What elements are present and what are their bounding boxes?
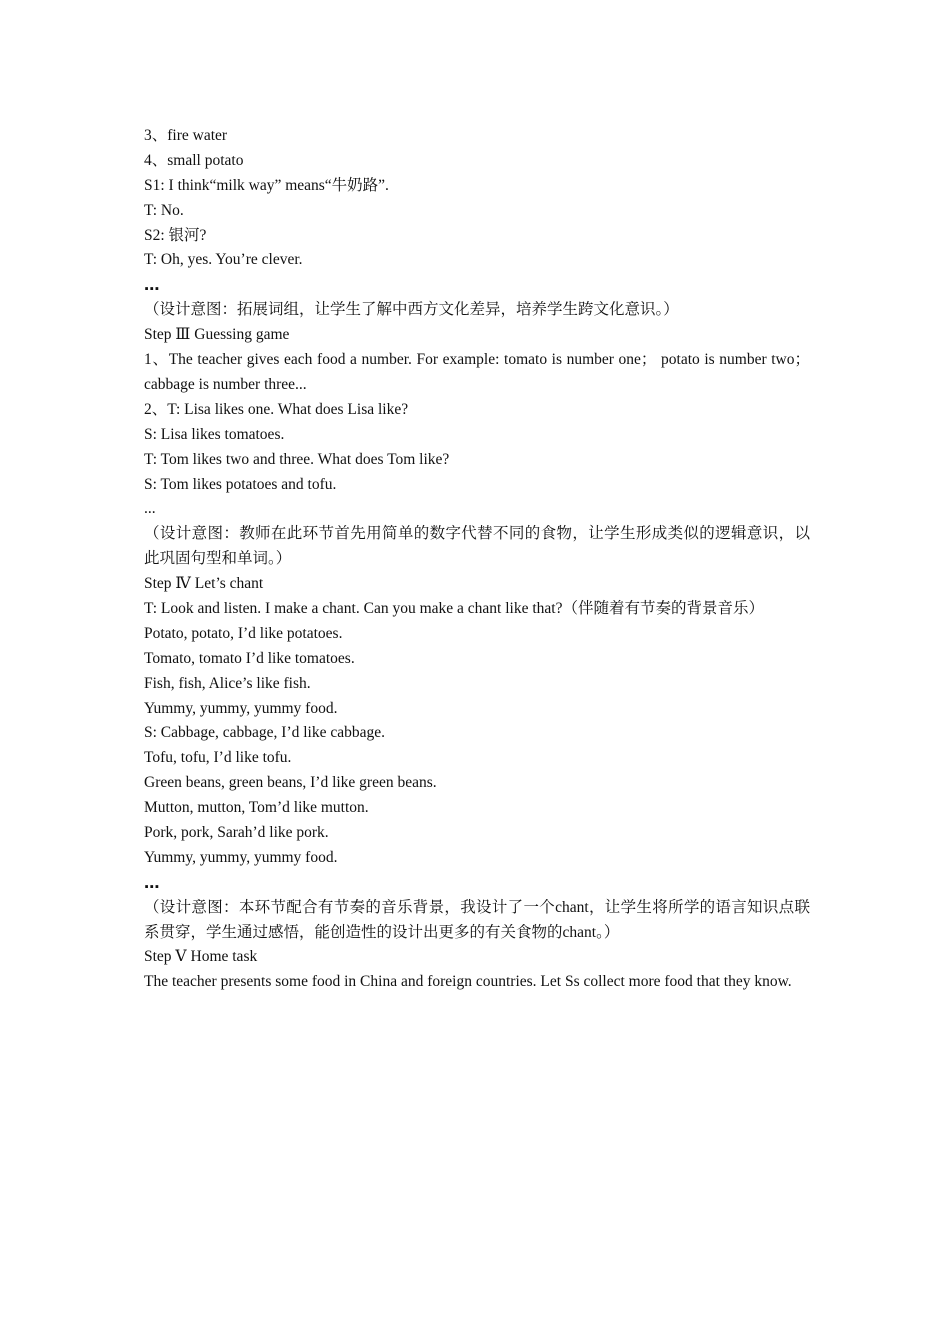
chant-line: Tofu, tofu, I’d like tofu. bbox=[144, 749, 292, 767]
chant-line: Potato, potato, I’d like potatoes. bbox=[144, 624, 343, 642]
chant-line: Pork, pork, Sarah’d like pork. bbox=[144, 824, 329, 841]
document-page bbox=[144, 124, 810, 1020]
dialogue-t-tom: T: Tom likes two and three. What does Tom like? bbox=[144, 450, 450, 468]
chant-line: S: Cabbage, cabbage, I’d like cabbage. bbox=[144, 724, 386, 742]
design-intent-1: （设计意图：拓展词组，让学生了解中西方文化差异，培养学生跨文化意识。） bbox=[144, 301, 679, 319]
dialogue-s-tom: S: Tom likes potatoes and tofu. bbox=[144, 475, 337, 493]
dialogue-t-no: T: No. bbox=[144, 201, 184, 219]
dialogue-t-lisa: 2、T: Lisa likes one. What does Lisa like? bbox=[144, 400, 409, 418]
step-5-heading: Step Ⅴ Home task bbox=[144, 948, 258, 966]
dialogue-s2-galaxy: S2: 银河? bbox=[144, 226, 207, 244]
design-intent-3: （设计意图：本环节配合有节奏的音乐背景，我设计了一个chant，让学生将所学的语言知识点联系贯穿，学生通过感悟，能创造性的设计出更多的有关食物的chant。） bbox=[144, 898, 810, 941]
ellipsis-2: ... bbox=[144, 500, 156, 518]
step-4-heading: Step Ⅳ Let’s chant bbox=[144, 575, 264, 593]
guessing-game-instruction: 1、The teacher gives each food a number. For example: tomato is number one； potato is number two；cabbage is number three... bbox=[144, 351, 810, 393]
chant-line: Tomato, tomato I’d like tomatoes. bbox=[144, 649, 355, 667]
design-intent-2: （设计意图：教师在此环节首先用简单的数字代替不同的食物，让学生形成类似的逻辑意识，以此巩固句型和单词。） bbox=[144, 525, 810, 568]
ellipsis-3: … bbox=[144, 873, 160, 892]
chant-line: Yummy, yummy, yummy food. bbox=[144, 848, 338, 866]
home-task-text: The teacher presents some food in China and foreign countries. Let Ss collect more food that they know. bbox=[144, 973, 792, 991]
chant-instruction: T: Look and listen. I make a chant. Can you make a chant like that?（伴随着有节奏的背景音乐） bbox=[144, 599, 764, 617]
ellipsis-1: … bbox=[144, 276, 160, 295]
list-item-small-potato: 4、small potato bbox=[144, 151, 244, 169]
chant-line: Fish, fish, Alice’s like fish. bbox=[144, 674, 311, 692]
dialogue-t-clever: T: Oh, yes. You’re clever. bbox=[144, 251, 303, 269]
dialogue-s1-milk-way: S1: I think“milk way” means“牛奶路”. bbox=[144, 176, 389, 194]
chant-line: Green beans, green beans, I’d like green beans. bbox=[144, 774, 437, 792]
chant-line: Mutton, mutton, Tom’d like mutton. bbox=[144, 799, 369, 817]
dialogue-s-lisa: S: Lisa likes tomatoes. bbox=[144, 425, 285, 443]
chant-line: Yummy, yummy, yummy food. bbox=[144, 699, 338, 717]
list-item-fire-water: 3、fire water bbox=[144, 127, 228, 144]
step-3-heading: Step Ⅲ Guessing game bbox=[144, 326, 290, 344]
